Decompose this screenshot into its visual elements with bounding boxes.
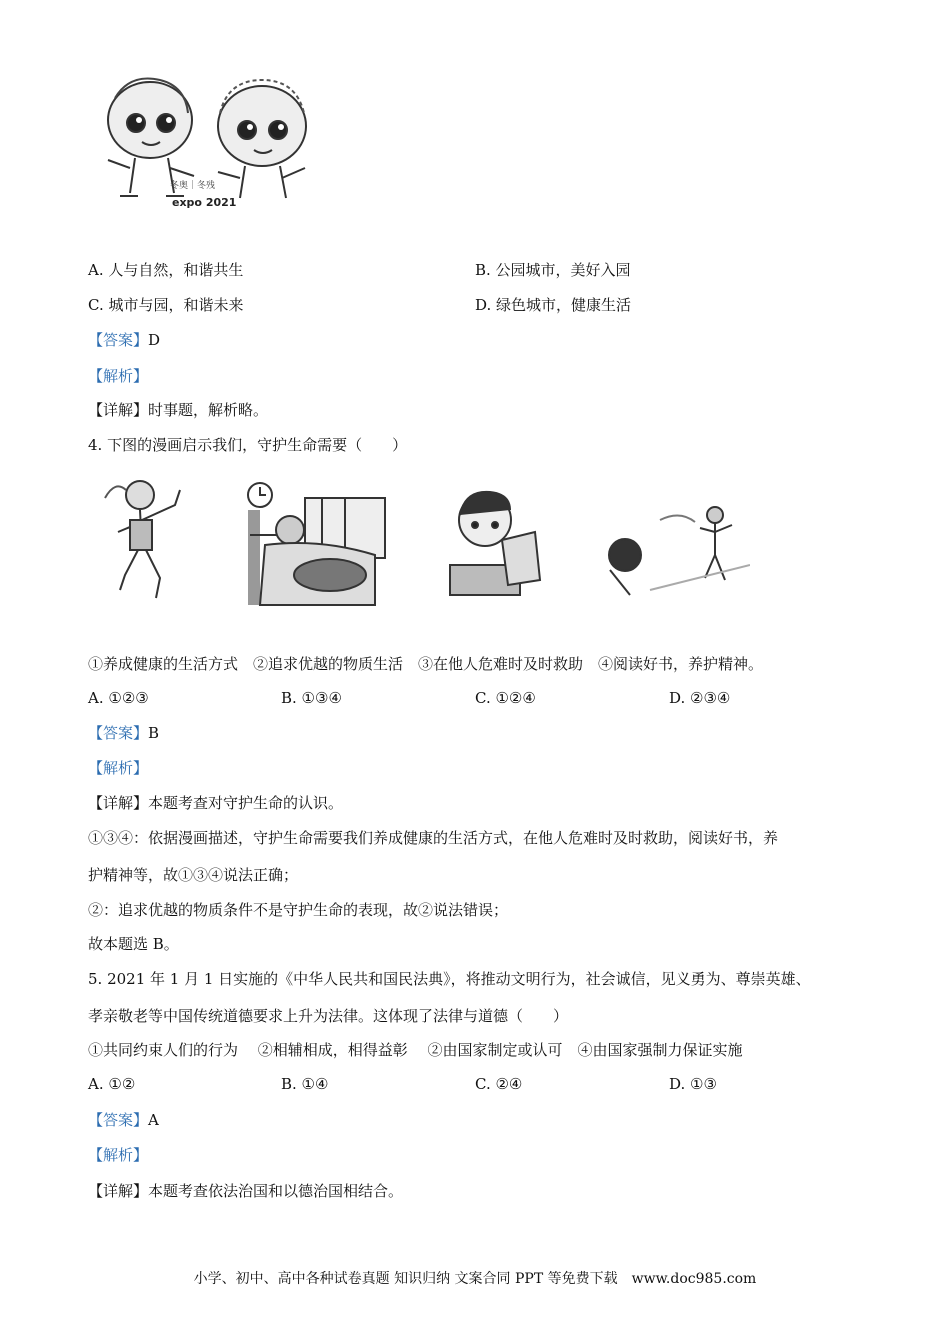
mascot-caption-small: 冬奥｜冬残 xyxy=(170,181,216,191)
q4-explanation-line: ①③④：依据漫画描述，守护生命需要我们养成健康的生活方式，在他人危难时及时救助，阅读好书，养 xyxy=(88,829,779,847)
answer-tag: 【答案】 xyxy=(88,1111,149,1129)
q5-option-d: D. ①③ xyxy=(669,1075,717,1093)
q5-detail xyxy=(88,1180,403,1202)
q5-answer xyxy=(88,1109,159,1131)
q3-option-a: A. 人与自然，和谐共生 xyxy=(88,261,244,279)
q5-option-c: C. ②④ xyxy=(475,1075,523,1093)
answer-value: B xyxy=(148,724,160,742)
analysis-tag: 【解析】 xyxy=(88,367,149,385)
q4-stem: 4. 下图的漫画启示我们，守护生命需要（ ） xyxy=(88,436,408,454)
q4-answer xyxy=(88,722,159,744)
detail-text: 时事题，解析略。 xyxy=(148,401,269,419)
runner-girl-figure xyxy=(105,481,180,598)
q4-detail xyxy=(88,792,343,814)
detail-tag: 【详解】 xyxy=(88,794,149,812)
mascot-caption-expo: expo 2021 xyxy=(172,196,237,209)
q5-option-b: B. ①④ xyxy=(281,1075,329,1093)
answer-tag: 【答案】 xyxy=(88,331,149,349)
q4-explanation-line: ②：追求优越的物质条件不是守护生命的表现，故②说法错误； xyxy=(88,901,509,919)
page-footer: 小学、初中、高中各种试卷真题 知识归纳 文案合同 PPT 等免费下载 www.doc985.com xyxy=(193,1271,757,1287)
q4-option-d: D. ②③④ xyxy=(669,689,731,707)
answer-value: D xyxy=(148,331,161,349)
detail-tag: 【详解】 xyxy=(88,401,149,419)
expo-mascots-illustration xyxy=(90,68,340,218)
q3-answer xyxy=(88,329,160,351)
q5-option-a: A. ①② xyxy=(88,1075,136,1093)
q5-statements: ①共同约束人们的行为 ②相辅相成，相得益彰 ②由国家制定或认可 ④由国家强制力保证实施 xyxy=(88,1041,743,1059)
q4-analysis xyxy=(88,757,148,779)
q3-detail xyxy=(88,399,268,421)
q3-option-b: B. 公园城市，美好入园 xyxy=(475,261,631,279)
q4-option-b: B. ①③④ xyxy=(281,689,342,707)
analysis-tag: 【解析】 xyxy=(88,1146,149,1164)
rescue-scene-figure xyxy=(609,507,750,595)
q4-statements: ①养成健康的生活方式 ②追求优越的物质生活 ③在他人危难时及时救助 ④阅读好书，养护精神。 xyxy=(88,655,764,673)
q4-option-c: C. ①②④ xyxy=(475,689,536,707)
q4-explanation-line: 故本题选 B。 xyxy=(88,935,179,953)
answer-value: A xyxy=(148,1111,159,1129)
q4-option-a: A. ①②③ xyxy=(88,689,149,707)
q4-comic-panels xyxy=(90,470,750,620)
detail-text: 本题考查对守护生命的认识。 xyxy=(148,794,344,812)
analysis-tag: 【解析】 xyxy=(88,759,149,777)
sleeping-child-figure xyxy=(248,483,385,605)
detail-text: 本题考查依法治国和以德治国相结合。 xyxy=(148,1182,404,1200)
q5-stem-line2: 孝亲敬老等中国传统道德要求上升为法律。这体现了法律与道德（ ） xyxy=(88,1007,569,1025)
answer-tag: 【答案】 xyxy=(88,724,149,742)
q3-option-d: D. 绿色城市，健康生活 xyxy=(475,296,632,314)
mascot-left xyxy=(108,78,194,196)
reading-boy-figure xyxy=(450,492,540,595)
q3-analysis xyxy=(88,365,148,387)
mascot-right xyxy=(218,80,306,198)
detail-tag: 【详解】 xyxy=(88,1182,149,1200)
q3-option-c: C. 城市与园，和谐未来 xyxy=(88,296,244,314)
q5-stem-line1: 5. 2021 年 1 月 1 日实施的《中华人民共和国民法典》，将推动文明行为，社会诚信，见义勇为、尊崇英雄、 xyxy=(88,970,811,988)
q5-analysis xyxy=(88,1144,148,1166)
q4-explanation-line: 护精神等，故①③④说法正确； xyxy=(88,866,299,884)
